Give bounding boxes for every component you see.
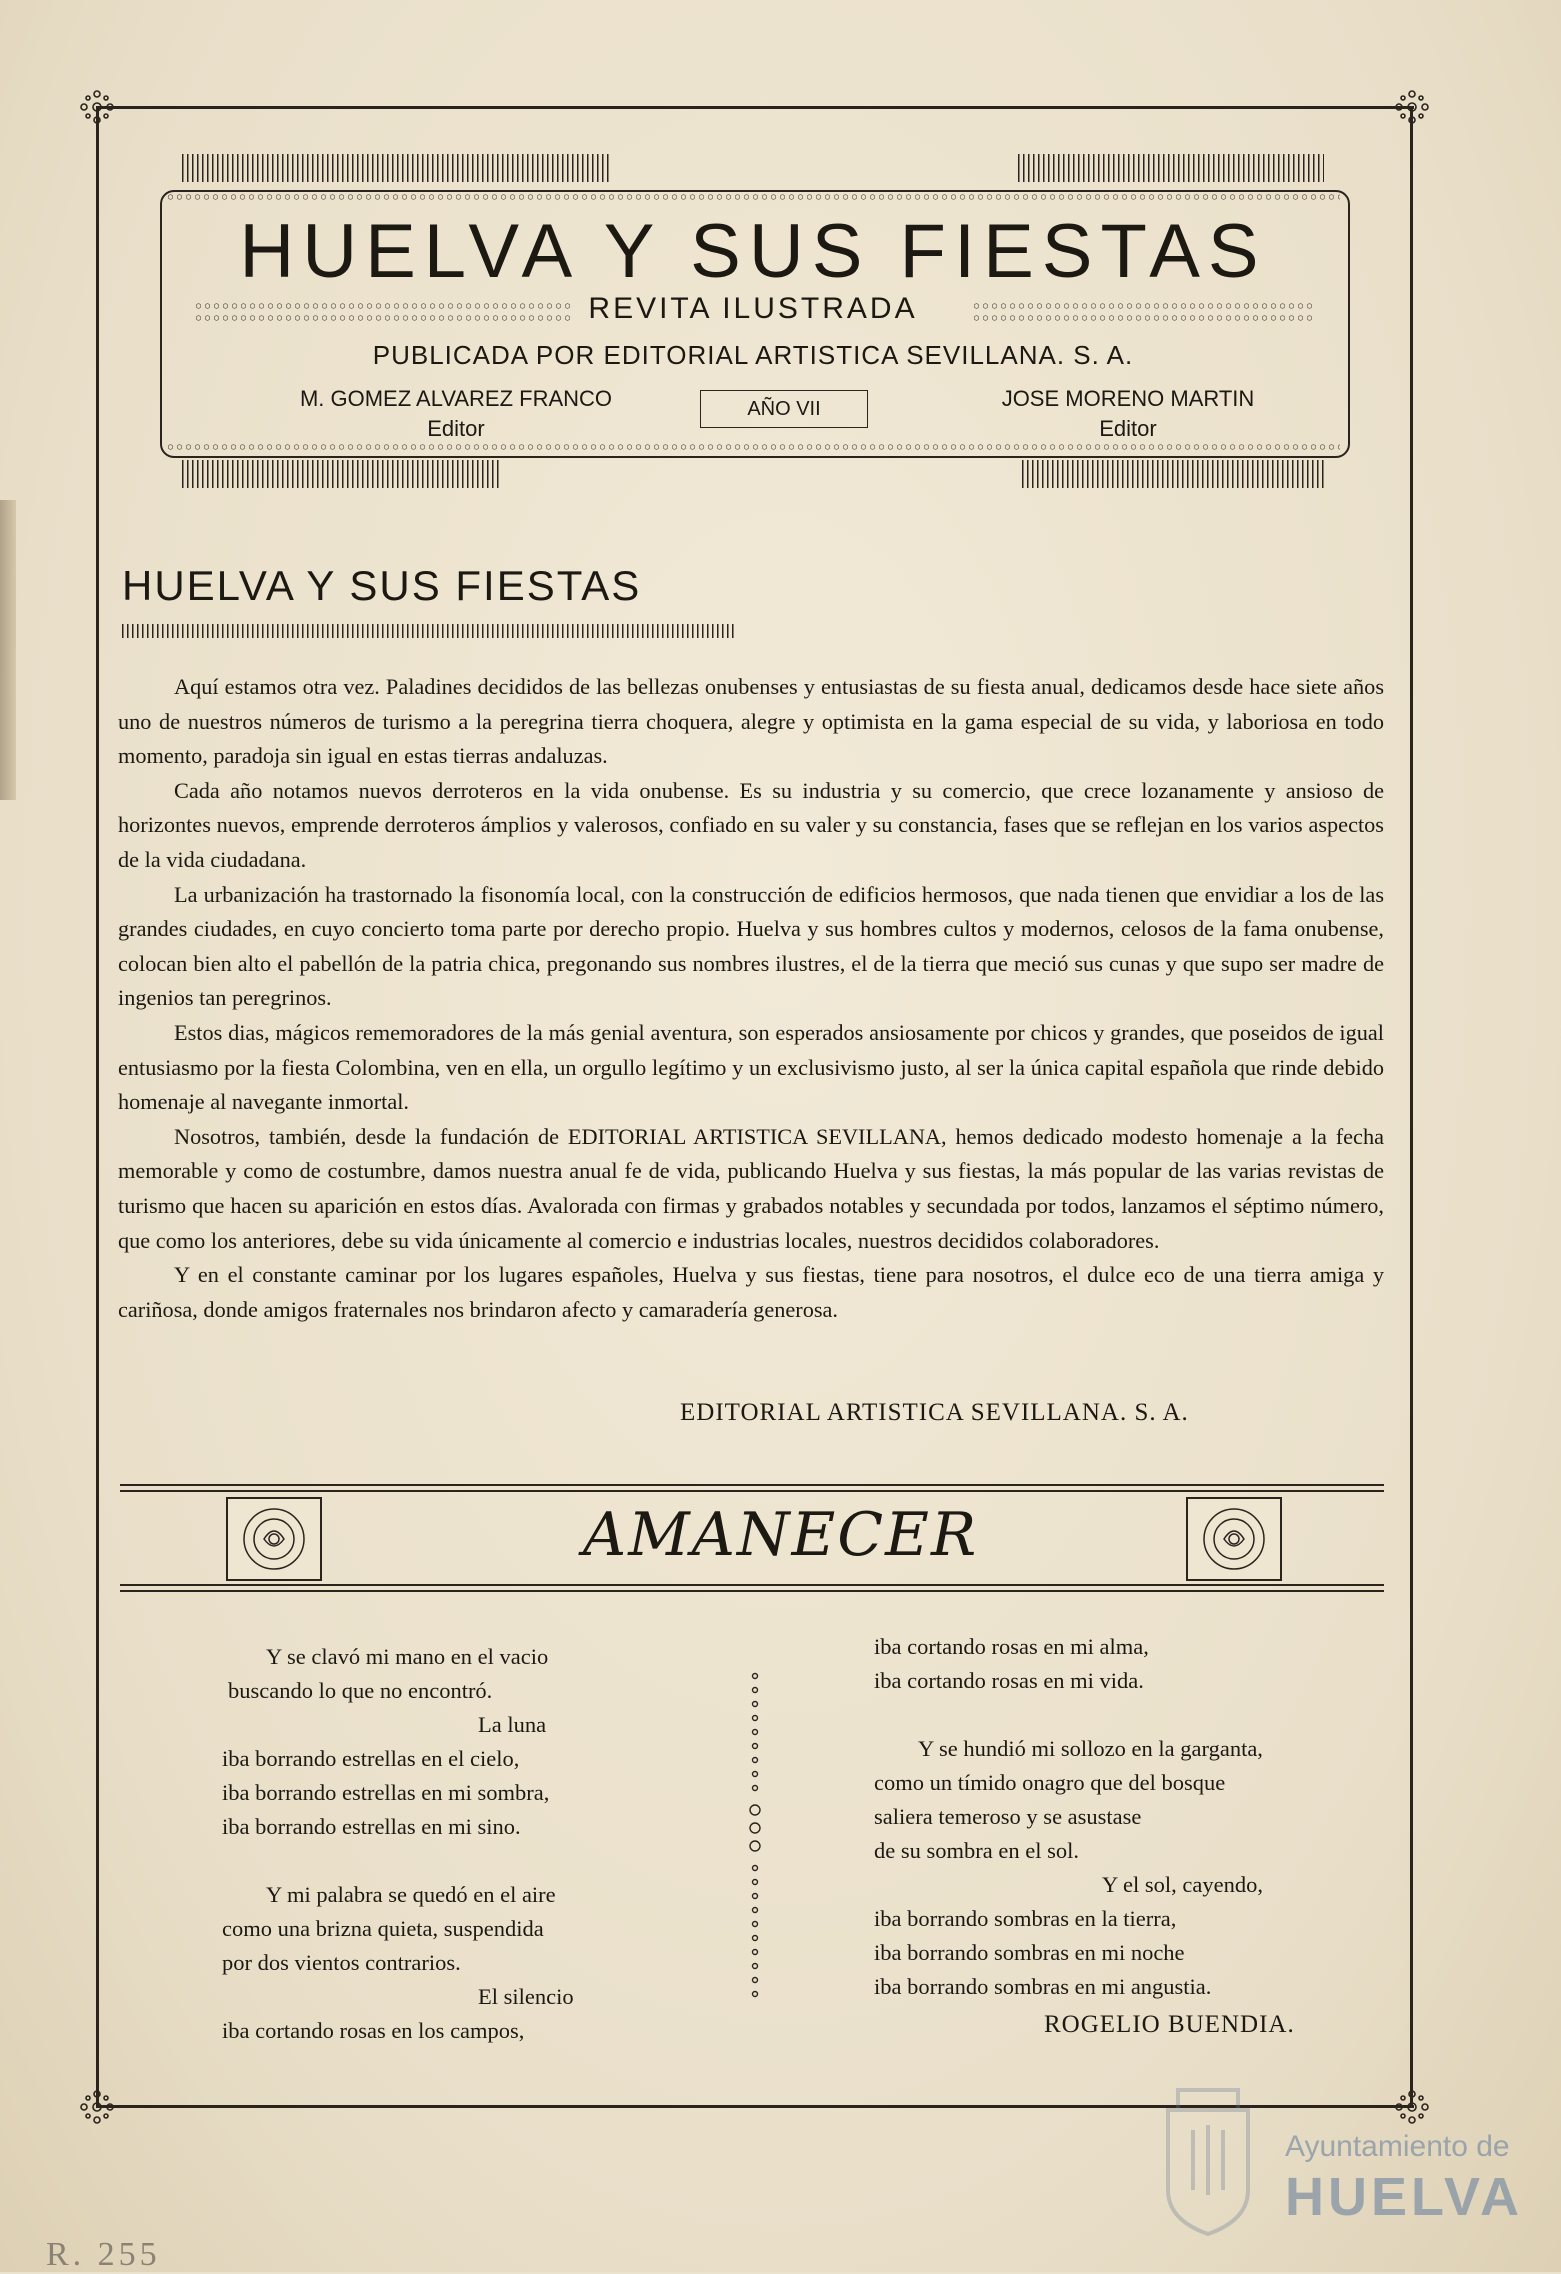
article-signature: EDITORIAL ARTISTICA SEVILLANA. S. A. xyxy=(680,1399,1189,1426)
poem-rule-top-2 xyxy=(120,1490,1384,1492)
editor-right xyxy=(918,384,1338,444)
poem-line xyxy=(874,1698,1374,1732)
frame-left xyxy=(96,106,99,2108)
poem-line: Y el sol, cayendo, xyxy=(1102,1872,1263,1897)
watermark-line2: HUELVA xyxy=(1285,2167,1523,2227)
poem-line: iba borrando sombras en mi angustia. xyxy=(874,1974,1212,1999)
poem-rule-bottom-2 xyxy=(120,1590,1384,1592)
poem-left-column xyxy=(222,1640,682,2048)
frame-right xyxy=(1410,106,1413,2108)
poem-line: iba cortando rosas en mi alma, xyxy=(874,1634,1149,1659)
poem-line: iba borrando estrellas en el cielo, xyxy=(222,1746,520,1771)
poem-author: ROGELIO BUENDIA. xyxy=(1044,2011,1295,2038)
poem-line: como un tímido onagro que del bosque xyxy=(874,1770,1226,1795)
masthead-publisher: PUBLICADA POR EDITORIAL ARTISTICA SEVILLANA. S. A. xyxy=(372,340,1134,370)
catalog-mark: R. 255 xyxy=(46,2236,161,2273)
poem-line: por dos vientos contrarios. xyxy=(222,1950,461,1975)
editor-right-role: Editor xyxy=(1099,416,1157,441)
masthead-dots-bottom xyxy=(166,443,1340,451)
poem-line: La luna xyxy=(478,1712,547,1737)
corner-ornament-icon xyxy=(74,2084,120,2130)
masthead-hatch-bottom-right xyxy=(1022,460,1324,488)
poem-title: AMANECER xyxy=(582,1500,979,1570)
poem-line: iba borrando estrellas en mi sino. xyxy=(222,1814,521,1839)
masthead-dots-top xyxy=(166,193,1340,201)
poem-line: como una brizna quieta, suspendida xyxy=(222,1916,544,1941)
poem-rule-top xyxy=(120,1484,1384,1486)
poem-rule-bottom xyxy=(120,1584,1384,1586)
article-body xyxy=(118,670,1384,1327)
article-title-underline xyxy=(122,624,736,638)
frame-top xyxy=(96,106,1414,109)
poem-line: iba borrando sombras en la tierra, xyxy=(874,1906,1177,1931)
poem-line: iba cortando rosas en los campos, xyxy=(222,2018,525,2043)
poem-line: Y mi palabra se quedó en el aire xyxy=(266,1882,556,1907)
corner-ornament-icon xyxy=(1389,2084,1435,2130)
masthead-subtitle: REVITA ILUSTRADA xyxy=(588,292,918,325)
poem-line: iba borrando sombras en mi noche xyxy=(874,1940,1185,1965)
poem-line: buscando lo que no encontró. xyxy=(228,1678,493,1703)
article-title: HUELVA Y SUS FIESTAS xyxy=(122,562,642,609)
masthead-hatch-bottom-left xyxy=(182,460,502,488)
poem-right-column xyxy=(874,1630,1374,2042)
column-divider-ornament xyxy=(749,1670,761,2010)
corner-ornament-icon xyxy=(1389,84,1435,130)
article-paragraph: Nosotros, también, desde la fundación de EDITORIAL ARTISTICA SEVILLANA, hemos dedicado modesto homenaje a la fecha memorable y como de costumbre, damos nuestra anual fe de vida, publicando Huelva y sus fiestas, la más popular de las varias revistas de turismo que hacen su aparición en estos días. Avalorada con firmas y grabados notables y secundada por todos, lanzamos el séptimo número, que como los anteriores, debe su vida únicamente al comercio e industrias locales, nuestros decididos colaboradores. xyxy=(118,1123,1384,1253)
article-paragraph: Aquí estamos otra vez. Paladines decididos de las bellezas onubenses y entusiastas de su fiesta anual, dedicamos desde hace siete años uno de nuestros números de turismo a la peregrina tierra choquera, alegre y optimista en la gama especial de su vida, y laboriosa en todo momento, paradoja sin igual en estas tierras andaluzas. xyxy=(118,674,1384,769)
editor-right-name: JOSE MORENO MARTIN xyxy=(1001,386,1255,411)
poem-line: El silencio xyxy=(478,1984,574,2009)
editor-left xyxy=(246,384,666,444)
watermark-line1: Ayuntamiento de xyxy=(1285,2130,1510,2163)
masthead-title: HUELVA Y SUS FIESTAS xyxy=(239,209,1267,294)
editor-left-name: M. GOMEZ ALVAREZ FRANCO xyxy=(299,386,613,411)
article-paragraph: Y en el constante caminar por los lugares españoles, Huelva y sus fiestas, tiene para nosotros, el dulce eco de una tierra amiga y cariñosa, donde amigos fraternales nos brindaron afecto y camaradería generosa. xyxy=(118,1262,1384,1322)
year-badge: AÑO VII xyxy=(700,390,868,428)
masthead-hatch-top-left xyxy=(182,154,612,182)
article-paragraph: Cada año notamos nuevos derroteros en la vida onubense. Es su industria y su comercio, que crece lozanamente y ansioso de horizontes nuevos, emprende derroteros ámplios y valerosos, confiado en su valer y su constancia, fases que se reflejan en los varios aspectos de la vida ciudadana. xyxy=(118,777,1384,872)
poem-line: iba borrando estrellas en mi sombra, xyxy=(222,1780,550,1805)
city-crest-icon xyxy=(1148,2070,1268,2240)
binding-edge xyxy=(0,500,16,800)
poem-line: iba cortando rosas en mi vida. xyxy=(874,1668,1144,1693)
masthead-hatch-top-right xyxy=(1018,154,1324,182)
poem-line: Y se hundió mi sollozo en la garganta, xyxy=(918,1736,1263,1761)
corner-ornament-icon xyxy=(74,84,120,130)
article-paragraph: La urbanización ha trastornado la fisonomía local, con la construcción de edificios hermosos, que nada tienen que envidiar a los de las grandes ciudades, en cuyo concierto toma parte por derecho propio. Huelva y sus hombres cultos y modernos, celosos de la fama onubense, colocan bien alto el pabellón de la patria chica, pregonando sus nombres ilustres, el de la tierra que meció sus cunas y que supo ser madre de ingenios tan peregrinos. xyxy=(118,881,1384,1011)
poem-line: saliera temeroso y se asustase xyxy=(874,1804,1142,1829)
poem-line: de su sombra en el sol. xyxy=(874,1838,1079,1863)
poem-line: Y se clavó mi mano en el vacio xyxy=(266,1644,549,1669)
editor-left-role: Editor xyxy=(427,416,485,441)
poem-line xyxy=(222,1844,682,1878)
article-paragraph: Estos dias, mágicos rememoradores de la más genial aventura, son esperados ansiosamente por chicos y grandes, que poseidos de igual entusiasmo por la fiesta Colombina, ven en ella, un orgullo legítimo y un exclusivismo justo, al ser la única capital española que rinde debido homenaje al navegante inmortal. xyxy=(118,1019,1384,1115)
masthead xyxy=(122,150,1384,495)
